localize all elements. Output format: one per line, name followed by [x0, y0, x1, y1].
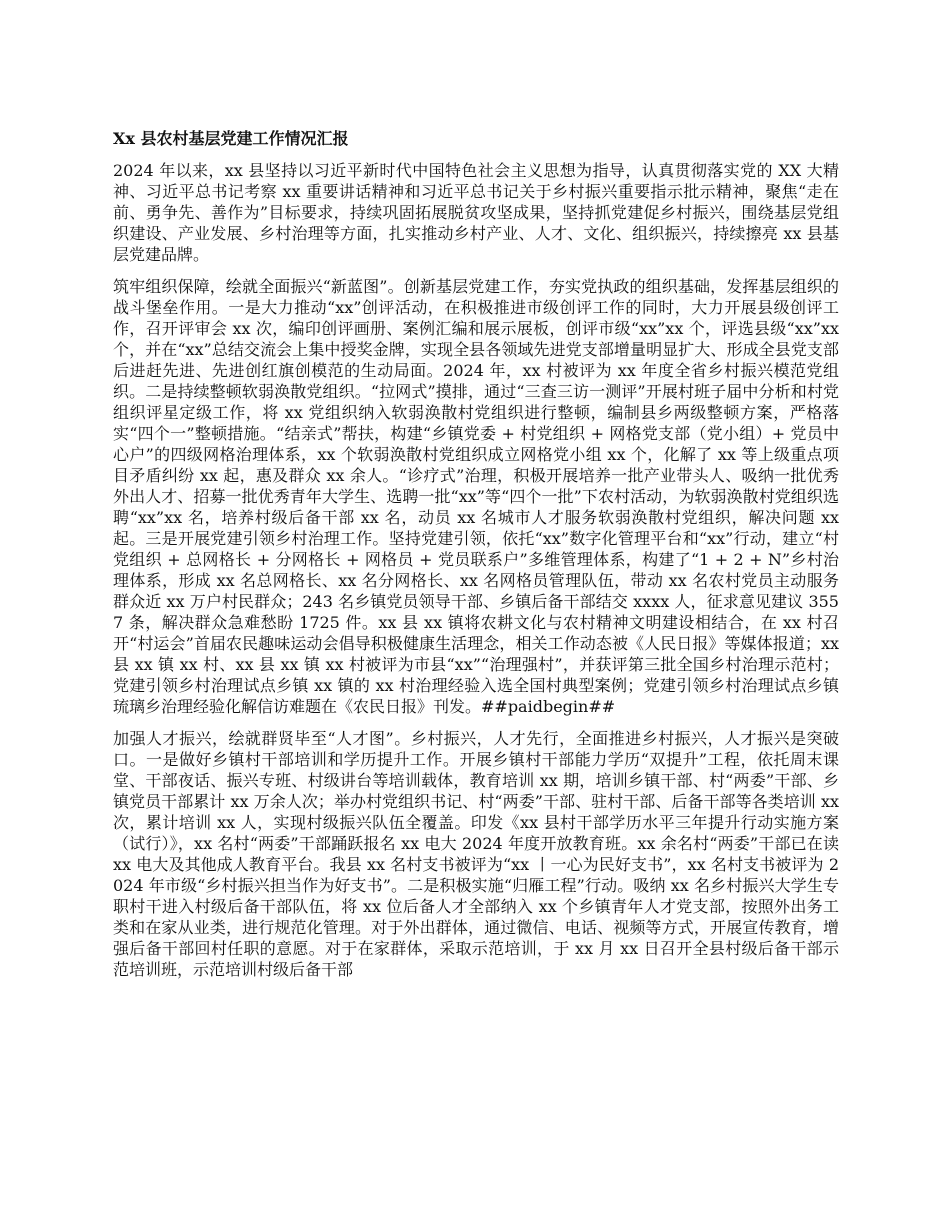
paragraph-intro: 2024 年以来，xx 县坚持以习近平新时代中国特色社会主义思想为指导，认真贯彻落实党的 XX 大精神、习近平总书记考察 xx 重要讲话精神和习近平总书记关于乡村振兴重要指示批示精神，聚焦“走在前、勇争先、善作为”目标要求，持续巩固拓展脱贫攻坚成果，坚持抓党建促乡村振兴，围绕基层党组织建设、产业发展、乡村治理等方面，扎实推动乡村产业、人才、文化、组织振兴，持续擦亮 xx 县基层党建品牌。 — [113, 161, 839, 264]
paragraph-organization: 筑牢组织保障，绘就全面振兴“新蓝图”。创新基层党建工作，夯实党执政的组织基础，发挥基层组织的战斗堡垒作用。一是大力推动“xx”创评活动，在积极推进市级创评工作的同时，大力开展县级创评工作，召开评审会 xx 次，编印创评画册、案例汇编和展示展板，创评市级“xx”xx 个，评选县级“xx”xx 个，并在“xx”总结交流会上集中授奖金牌，实现全县各领域先进党支部增量明显扩大、形成全县党支部后进赶先进、先进创红旗创模范的生动局面。2024 年，xx 村被评为 xx 年度全省乡村振兴模范党组织。二是持续整顿软弱涣散党组织。“拉网式”摸排，通过“三查三访一测评”开展村班子届中分析和村党组织评星定级工作，将 xx 党组织纳入软弱涣散村党组织进行整顿，编制县乡两级整顿方案，严格落实“四个一”整顿措施。“结亲式”帮扶，构建“乡镇党委 + 村党组织 + 网格党支部（党小组）+ 党员中心户”的四级网格治理体系，xx 个软弱涣散村党组织成立网格党小组 xx 个，化解了 xx 等上级重点项目矛盾纠纷 xx 起，惠及群众 xx 余人。“诊疗式”治理，积极开展培养一批产业带头人、吸纳一批优秀外出人才、招募一批优秀青年大学生、选聘一批“xx”等“四个一批”下农村活动，为软弱涣散村党组织选聘“xx”xx 名，培养村级后备干部 xx 名，动员 xx 名城市人才服务软弱涣散村党组织，解决问题 xx 起。三是开展党建引领乡村治理工作。坚持党建引领，依托“xx”数字化管理平台和“xx”行动，建立“村党组织 + 总网格长 + 分网格长 + 网格员 + 党员联系户”多维管理体系，构建了“1 + 2 + N”乡村治理体系，形成 xx 名总网格长、xx 名分网格长、xx 名网格员管理队伍，带动 xx 名农村党员主动服务群众近 xx 万户村民群众；243 名乡镇党员领导干部、乡镇后备干部结交 xxxx 人，征求意见建议 3557 条，解决群众急难愁盼 1725 件。xx 县 xx 镇将农耕文化与农村精神文明建设相结合，在 xx 村召开“村运会”首届农民趣味运动会倡导积极健康生活理念，相关工作动态被《人民日报》等媒体报道；xx 县 xx 镇 xx 村、xx 县 xx 镇 xx 村被评为市县“xx”“治理强村”，并获评第三批全国乡村治理示范村；党建引领乡村治理试点乡镇 xx 镇的 xx 村治理经验入选全国村典型案例；党建引领乡村治理试点乡镇琉璃乡治理经验化解信访难题在《农民日报》刊发。##paidbegin## — [113, 277, 839, 716]
document-title: Xx 县农村基层党建工作情况汇报 — [113, 129, 349, 148]
paragraph-talent: 加强人才振兴，绘就群贤毕至“人才图”。乡村振兴，人才先行，全面推进乡村振兴，人才振兴是突破口。一是做好乡镇村干部培训和学历提升工作。开展乡镇村干部能力学历“双提升”工程，依托周末课堂、干部夜话、振兴专班、村级讲台等培训载体，教育培训 xx 期，培训乡镇干部、村“两委”干部、乡镇党员干部累计 xx 万余人次；举办村党组织书记、村“两委”干部、驻村干部、后备干部等各类培训 xx 次，累计培训 xx 人，实现村级振兴队伍全覆盖。印发《xx 县村干部学历水平三年提升行动实施方案（试行）》，xx 名村“两委”干部踊跃报名 xx 电大 2024 年度开放教育班。xx 余名村“两委”干部已在读 xx 电大及其他成人教育平台。我县 xx 名村支书被评为“xx 丨一心为民好支书”，xx 名村支书被评为 2024 年市级“乡村振兴担当作为好支书”。二是积极实施“归雁工程”行动。吸纳 xx 名乡村振兴大学生专职村干进入村级后备干部队伍，将 xx 位后备人才全部纳入 xx 个乡镇青年人才党支部，按照外出务工类和在家从业类，进行规范化管理。对于外出群体，通过微信、电话、视频等方式，开展宣传教育，增强后备干部回村任职的意愿。对于在家群体，采取示范培训，于 xx 月 xx 日召开全县村级后备干部示范培训班，示范培训村级后备干部 — [113, 729, 839, 979]
document-page — [113, 128, 839, 991]
